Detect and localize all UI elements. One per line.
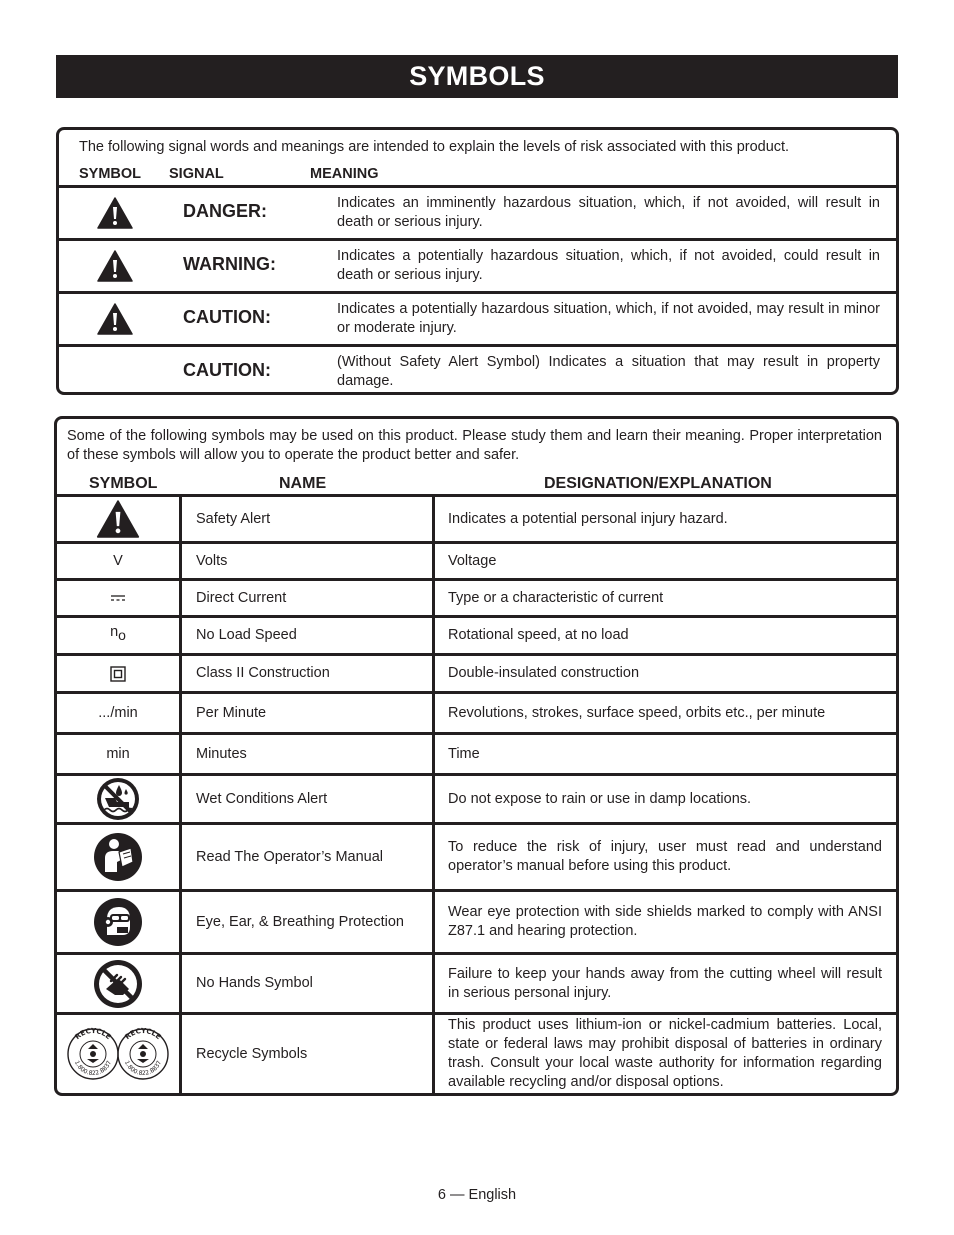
signal-intro: The following signal words and meanings are intended to explain the levels of risk associated with this product. — [79, 139, 790, 155]
signal-meaning: Indicates an imminently hazardous situation, which, if not avoided, will result in death or serious injury. — [337, 195, 880, 230]
wet-conditions-icon — [95, 776, 141, 822]
warning-triangle-icon — [97, 250, 133, 282]
signal-header-meaning: MEANING — [310, 166, 379, 182]
symbol-name: No Load Speed — [181, 617, 434, 655]
warning-triangle-icon — [96, 500, 140, 538]
symbol-designation: Revolutions, strokes, surface speed, orbits etc., per minute — [434, 693, 897, 734]
table-row — [57, 891, 896, 954]
symbols-box — [54, 416, 899, 1096]
symbol-designation: Indicates a potential personal injury hazard. — [434, 496, 897, 543]
table-row — [57, 693, 896, 734]
symbol-name: Safety Alert — [181, 496, 434, 543]
symbol-designation: Do not expose to rain or use in damp locations. — [434, 775, 897, 824]
eye-ear-protection-icon — [93, 897, 143, 947]
recycle-seal-bottom-text: 1.800.822.8837 — [72, 1059, 114, 1078]
symbol-cell — [57, 734, 181, 775]
svg-text:RECYCLE — [74, 1027, 113, 1041]
symbol-designation: Rotational speed, at no load — [434, 617, 897, 655]
symbol-cell — [57, 617, 181, 655]
signal-row-danger — [59, 185, 896, 235]
no-load-speed-symbol: n — [110, 624, 119, 640]
symbol-cell — [57, 824, 181, 891]
volts-symbol: V — [113, 553, 123, 569]
symbols-header-name: NAME — [279, 475, 327, 492]
table-row — [57, 655, 896, 693]
symbol-name: Recycle Symbols — [181, 1014, 434, 1094]
recycle-seal-top-text: RECYCLE — [123, 1027, 163, 1042]
signal-header-signal: SIGNAL — [169, 166, 224, 182]
table-row — [57, 580, 896, 617]
symbols-header-designation: DESIGNATION/EXPLANATION — [544, 475, 772, 492]
symbol-designation: Failure to keep your hands away from the cutting wheel will result in serious personal injury. — [434, 954, 897, 1014]
signal-meaning: Indicates a potentially hazardous situation, which, if not avoided, may result in minor or moderate injury. — [337, 301, 880, 336]
signal-word: WARNING: — [183, 254, 276, 274]
class-ii-icon — [110, 666, 126, 682]
symbol-designation: To reduce the risk of injury, user must read and understand operator’s manual before using this product. — [434, 824, 897, 891]
symbol-name: No Hands Symbol — [181, 954, 434, 1014]
symbols-table — [57, 494, 896, 1094]
table-row — [57, 734, 896, 775]
warning-triangle-icon — [97, 303, 133, 335]
signal-row-warning — [59, 238, 896, 288]
table-row — [57, 496, 896, 543]
symbol-cell — [57, 891, 181, 954]
symbol-cell — [57, 954, 181, 1014]
table-row — [57, 824, 896, 891]
signal-words-box — [56, 127, 899, 395]
recycle-seal-top-text: RECYCLE — [73, 1027, 113, 1042]
symbols-intro: Some of the following symbols may be used on this product. Please study them and learn their meaning. Proper interpretation of these symbols will allow you to operate the product better and safer. — [67, 428, 882, 463]
signal-header-symbol: SYMBOL — [79, 166, 142, 182]
symbol-name: Direct Current — [181, 580, 434, 617]
per-minute-symbol: .../min — [98, 705, 138, 721]
no-hands-icon — [93, 959, 143, 1009]
svg-text:RECYCLE — [124, 1027, 163, 1041]
signal-word: DANGER: — [183, 201, 267, 221]
table-row — [57, 543, 896, 580]
symbol-cell — [57, 655, 181, 693]
symbol-cell — [57, 1014, 181, 1094]
symbols-header-symbol: SYMBOL — [89, 475, 158, 492]
symbol-name: Class II Construction — [181, 655, 434, 693]
symbol-designation: Wear eye protection with side shields marked to comply with ANSI Z87.1 and hearing protection. — [434, 891, 897, 954]
signal-row-caution-property — [59, 344, 896, 394]
symbol-name: Volts — [181, 543, 434, 580]
table-row — [57, 1014, 896, 1094]
page-title: SYMBOLS — [56, 55, 898, 98]
symbol-cell — [57, 693, 181, 734]
warning-triangle-icon — [97, 197, 133, 229]
symbol-cell — [57, 543, 181, 580]
no-load-speed-subscript: o — [118, 626, 126, 643]
table-row — [57, 617, 896, 655]
symbol-name: Eye, Ear, & Breathing Protection — [181, 891, 434, 954]
symbol-designation: Double-insulated construction — [434, 655, 897, 693]
symbol-name: Minutes — [181, 734, 434, 775]
table-row — [57, 775, 896, 824]
symbol-name: Per Minute — [181, 693, 434, 734]
read-manual-icon — [93, 832, 143, 882]
recycle-seal-icon — [66, 1027, 170, 1081]
symbol-cell — [57, 496, 181, 543]
page-footer: 6 — English — [437, 1187, 517, 1203]
symbol-name: Read The Operator’s Manual — [181, 824, 434, 891]
signal-word: CAUTION: — [183, 307, 271, 327]
symbol-cell — [57, 580, 181, 617]
signal-row-caution — [59, 291, 896, 341]
symbol-designation: Voltage — [434, 543, 897, 580]
symbol-designation: This product uses lithium-ion or nickel-cadmium batteries. Local, state or federal laws may prohibit disposal of batteries in ordinary trash. Consult your local waste authority for information regarding available recycling and/or disposal options. — [434, 1014, 897, 1094]
direct-current-icon — [110, 593, 126, 603]
table-row — [57, 954, 896, 1014]
signal-meaning: (Without Safety Alert Symbol) Indicates a situation that may result in property damage. — [337, 354, 880, 389]
symbol-designation: Time — [434, 734, 897, 775]
signal-meaning: Indicates a potentially hazardous situation, which, if not avoided, could result in death or serious injury. — [337, 248, 880, 283]
symbol-cell — [57, 775, 181, 824]
minutes-symbol: min — [106, 746, 130, 762]
recycle-seal-bottom-text: 1.800.822.8837 — [122, 1059, 164, 1078]
symbol-name: Wet Conditions Alert — [181, 775, 434, 824]
symbol-designation: Type or a characteristic of current — [434, 580, 897, 617]
signal-word: CAUTION: — [183, 360, 271, 380]
